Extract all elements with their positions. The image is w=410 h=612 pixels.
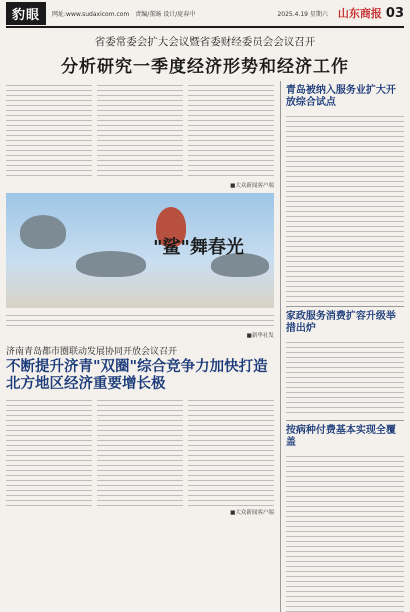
right-story-2-headline: 家政服务消费扩容升级举措出炉	[285, 311, 396, 334]
right-story-2-body	[286, 338, 404, 416]
editor-credits: 责编/董旸 设计/庞春中	[135, 10, 196, 18]
photo-caption	[6, 311, 274, 329]
right-story-1-body	[286, 112, 404, 302]
shark-kite-photo	[6, 193, 274, 308]
second-headline: 不断提升济青"双圈"综合竞争力加快打造北方地区经济重要增长极	[6, 358, 268, 392]
masthead	[6, 0, 404, 28]
second-kicker: 济南青岛都市圈联动发展协同开放会议召开	[6, 347, 178, 357]
right-story-1-headline: 青岛被纳入服务业扩大开放综合试点	[285, 85, 396, 108]
issue-date: 2025.4.19 星期六	[277, 10, 328, 18]
second-byline: ■大众新闻客户端	[230, 510, 274, 517]
newspaper-name: 山东商报	[337, 7, 382, 20]
page-number: 03	[385, 5, 404, 21]
lead-article-body	[6, 81, 274, 179]
lead-headline: 分析研究一季度经济形势和经济工作	[61, 57, 349, 77]
lead-kicker: 省委常委会扩大会议暨省委财经委员会会议召开	[94, 36, 316, 48]
right-story-3-headline: 按病种付费基本实现全覆盖	[285, 425, 396, 448]
website-url: 网址:www.sudaxicom.com	[52, 10, 130, 18]
section-logo: 豹眼	[6, 2, 46, 25]
photo-overlay-title: "鲨"舞春光	[153, 237, 244, 258]
right-story-3-body	[286, 452, 404, 612]
left-column	[6, 81, 274, 612]
photo-credit: ■新华社发	[246, 333, 274, 339]
second-article-body	[6, 396, 274, 506]
right-column	[280, 81, 404, 612]
content-columns	[6, 81, 404, 612]
lead-byline: ■大众新闻客户端	[230, 183, 274, 189]
